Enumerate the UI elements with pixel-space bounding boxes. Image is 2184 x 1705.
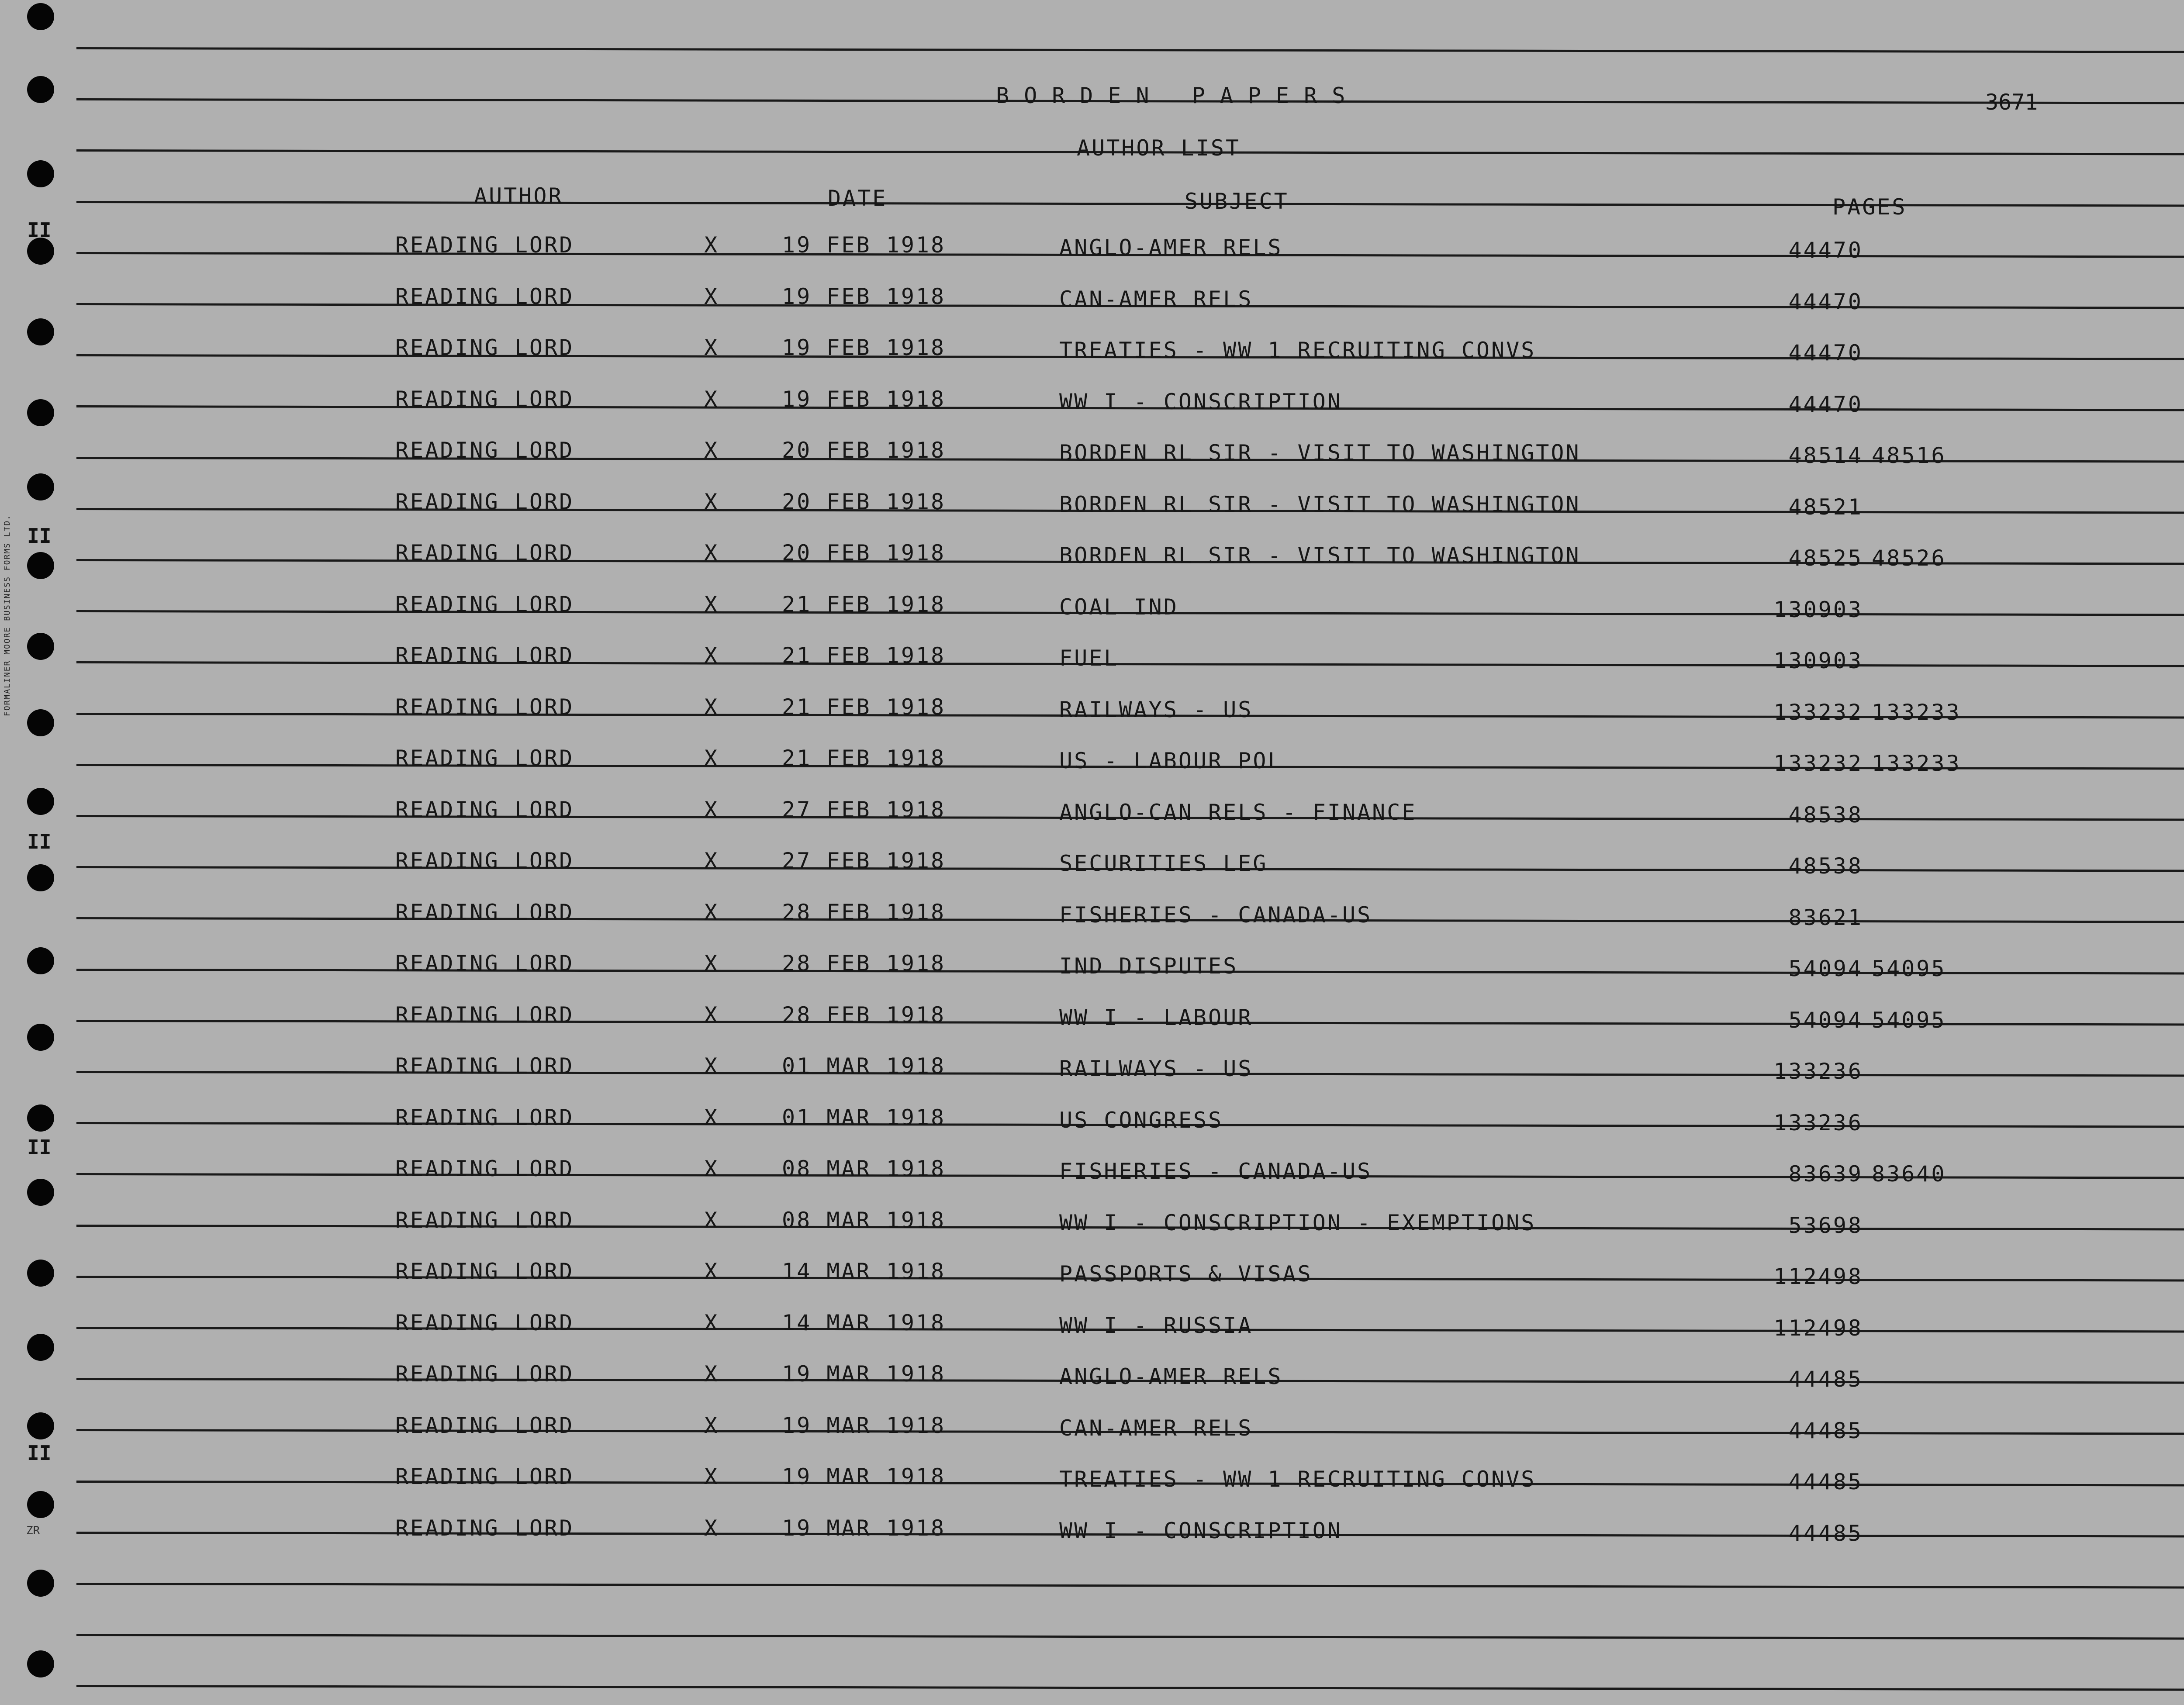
page-cell-2: 83640 xyxy=(1872,1161,1946,1187)
date-cell: 19 FEB 1918 xyxy=(782,335,946,360)
form-imprint: FORMALINER MOORE BUSINESS FORMS LTD. xyxy=(3,514,12,716)
x-marker-cell: X xyxy=(704,1310,719,1336)
page-cell-2: 54095 xyxy=(1872,956,1946,981)
author-cell: READING LORD xyxy=(395,386,574,412)
x-marker-cell: X xyxy=(704,899,719,925)
date-cell: 08 MAR 1918 xyxy=(782,1207,946,1233)
page-cell: 48538 xyxy=(1788,802,1863,828)
author-cell: READING LORD xyxy=(395,951,574,976)
table-row xyxy=(0,1515,2184,1550)
fold-mark: II xyxy=(27,1441,52,1465)
page-cell: 44470 xyxy=(1788,391,1863,417)
date-cell: 27 FEB 1918 xyxy=(782,848,946,873)
list-title: AUTHOR LIST xyxy=(1077,135,1241,161)
date-cell: 28 FEB 1918 xyxy=(782,899,946,925)
date-cell: 20 FEB 1918 xyxy=(782,540,946,566)
x-marker-cell: X xyxy=(704,489,719,514)
tractor-hole xyxy=(27,3,54,30)
x-marker-cell: X xyxy=(704,848,719,873)
fold-mark: II xyxy=(27,524,52,548)
table-row xyxy=(0,438,2184,473)
tractor-hole xyxy=(27,76,54,103)
date-cell: 19 FEB 1918 xyxy=(782,283,946,309)
x-marker-cell: X xyxy=(704,746,719,771)
subject-cell: ANGLO-AMER RELS xyxy=(1059,1364,1283,1389)
table-row xyxy=(0,797,2184,832)
author-cell: READING LORD xyxy=(395,848,574,873)
subject-cell: RAILWAYS - US xyxy=(1059,1056,1253,1081)
x-marker-cell: X xyxy=(704,1002,719,1028)
column-header-pages: PAGES xyxy=(1832,194,1907,220)
subject-cell: WW I - RUSSIA xyxy=(1059,1312,1253,1338)
page-cell-2: 54095 xyxy=(1872,1007,1946,1033)
fold-mark: II xyxy=(27,218,52,242)
author-cell: READING LORD xyxy=(395,489,574,514)
table-row xyxy=(0,335,2184,370)
x-marker-cell: X xyxy=(704,1053,719,1079)
tractor-hole xyxy=(27,160,54,187)
date-cell: 28 FEB 1918 xyxy=(782,1002,946,1028)
page-cell: 112498 xyxy=(1773,1315,1863,1341)
subject-cell: CAN-AMER RELS xyxy=(1059,1415,1253,1441)
author-cell: READING LORD xyxy=(395,1515,574,1541)
table-row xyxy=(0,284,2184,319)
author-cell: READING LORD xyxy=(395,746,574,771)
subject-cell: BORDEN RL SIR - VISIT TO WASHINGTON xyxy=(1059,491,1581,517)
table-row xyxy=(0,1105,2184,1140)
subject-cell: FUEL xyxy=(1059,645,1119,671)
x-marker-cell: X xyxy=(704,1156,719,1181)
page-cell: 44470 xyxy=(1788,238,1863,263)
table-row xyxy=(0,694,2184,729)
subject-cell: ANGLO-CAN RELS - FINANCE xyxy=(1059,799,1417,825)
fold-mark: II xyxy=(27,1136,52,1159)
subject-cell: WW I - CONSCRIPTION xyxy=(1059,389,1342,414)
author-cell: READING LORD xyxy=(395,335,574,360)
subject-cell: BORDEN RL SIR - VISIT TO WASHINGTON xyxy=(1059,543,1581,568)
date-cell: 14 MAR 1918 xyxy=(782,1259,946,1284)
subject-cell: WW I - CONSCRIPTION - EXEMPTIONS xyxy=(1059,1210,1536,1236)
page-cell-2: 48526 xyxy=(1872,545,1946,571)
x-marker-cell: X xyxy=(704,1361,719,1387)
column-header-author: AUTHOR xyxy=(474,183,563,209)
subject-cell: COAL IND xyxy=(1059,594,1178,620)
corner-code: ZR xyxy=(26,1524,40,1537)
subject-cell: BORDEN RL SIR - VISIT TO WASHINGTON xyxy=(1059,440,1581,466)
date-cell: 21 FEB 1918 xyxy=(782,643,946,668)
page-cell: 44485 xyxy=(1788,1367,1863,1392)
author-cell: READING LORD xyxy=(395,1002,574,1028)
date-cell: 28 FEB 1918 xyxy=(782,951,946,976)
author-cell: READING LORD xyxy=(395,232,574,258)
tractor-hole xyxy=(27,1650,54,1677)
page-cell: 130903 xyxy=(1773,597,1863,622)
page-cell: 54094 xyxy=(1788,1007,1863,1033)
author-cell: READING LORD xyxy=(395,1207,574,1233)
page-cell: 48525 xyxy=(1788,545,1863,571)
subject-cell: US - LABOUR POL xyxy=(1059,748,1283,773)
subject-cell: FISHERIES - CANADA-US xyxy=(1059,902,1372,928)
date-cell: 19 MAR 1918 xyxy=(782,1361,946,1387)
x-marker-cell: X xyxy=(704,1259,719,1284)
table-row xyxy=(0,1464,2184,1499)
x-marker-cell: X xyxy=(704,1515,719,1541)
author-cell: READING LORD xyxy=(395,899,574,925)
x-marker-cell: X xyxy=(704,232,719,258)
table-row xyxy=(0,746,2184,780)
page-cell: 133232 xyxy=(1773,751,1863,776)
x-marker-cell: X xyxy=(704,1104,719,1130)
subject-cell: TREATIES - WW 1 RECRUITING CONVS xyxy=(1059,1467,1536,1492)
author-cell: READING LORD xyxy=(395,540,574,566)
subject-cell: WW I - CONSCRIPTION xyxy=(1059,1518,1342,1543)
table-row xyxy=(0,951,2184,986)
subject-cell: RAILWAYS - US xyxy=(1059,697,1253,722)
document-title: BORDEN PAPERS xyxy=(996,83,1360,108)
date-cell: 21 FEB 1918 xyxy=(782,746,946,771)
x-marker-cell: X xyxy=(704,438,719,463)
table-row xyxy=(0,1002,2184,1037)
subject-cell: PASSPORTS & VISAS xyxy=(1059,1261,1313,1287)
page-cell: 44485 xyxy=(1788,1469,1863,1494)
page-cell: 48514 xyxy=(1788,443,1863,468)
author-cell: READING LORD xyxy=(395,1259,574,1284)
subject-cell: US CONGRESS xyxy=(1059,1107,1223,1133)
page-cell-2: 133233 xyxy=(1872,751,1961,776)
x-marker-cell: X xyxy=(704,694,719,720)
page-cell: 130903 xyxy=(1773,648,1863,673)
date-cell: 21 FEB 1918 xyxy=(782,694,946,720)
date-cell: 19 FEB 1918 xyxy=(782,232,946,258)
page-number: 3671 xyxy=(1985,90,2038,115)
subject-cell: ANGLO-AMER RELS xyxy=(1059,235,1283,260)
page-cell: 48521 xyxy=(1788,494,1863,520)
date-cell: 19 MAR 1918 xyxy=(782,1412,946,1438)
table-row xyxy=(0,1053,2184,1088)
page-cell: 83639 xyxy=(1788,1161,1863,1187)
column-header-date: DATE xyxy=(828,186,888,211)
table-row xyxy=(0,232,2184,267)
page-cell: 48538 xyxy=(1788,853,1863,879)
table-row xyxy=(0,1413,2184,1448)
table-row xyxy=(0,1259,2184,1294)
x-marker-cell: X xyxy=(704,386,719,412)
table-row xyxy=(0,1310,2184,1345)
page-cell-2: 133233 xyxy=(1872,699,1961,725)
page-cell: 133236 xyxy=(1773,1110,1863,1136)
x-marker-cell: X xyxy=(704,335,719,360)
author-cell: READING LORD xyxy=(395,591,574,617)
x-marker-cell: X xyxy=(704,1207,719,1233)
x-marker-cell: X xyxy=(704,1412,719,1438)
ruled-line xyxy=(76,1685,2184,1691)
author-cell: READING LORD xyxy=(395,694,574,720)
date-cell: 21 FEB 1918 xyxy=(782,591,946,617)
page-cell: 44485 xyxy=(1788,1520,1863,1546)
page-cell: 54094 xyxy=(1788,956,1863,981)
date-cell: 01 MAR 1918 xyxy=(782,1053,946,1079)
author-cell: READING LORD xyxy=(395,1361,574,1387)
author-cell: READING LORD xyxy=(395,283,574,309)
page-cell: 53698 xyxy=(1788,1212,1863,1238)
page-cell: 112498 xyxy=(1773,1264,1863,1289)
date-cell: 08 MAR 1918 xyxy=(782,1156,946,1181)
date-cell: 20 FEB 1918 xyxy=(782,489,946,514)
subject-cell: TREATIES - WW 1 RECRUITING CONVS xyxy=(1059,338,1536,363)
fold-mark: II xyxy=(27,830,52,853)
date-cell: 19 MAR 1918 xyxy=(782,1515,946,1541)
x-marker-cell: X xyxy=(704,591,719,617)
page-cell: 133232 xyxy=(1773,699,1863,725)
subject-cell: SECURITIES LEG xyxy=(1059,851,1268,876)
table-row xyxy=(0,540,2184,575)
date-cell: 19 FEB 1918 xyxy=(782,386,946,412)
ruled-line xyxy=(76,1634,2184,1640)
author-cell: READING LORD xyxy=(395,1412,574,1438)
date-cell: 14 MAR 1918 xyxy=(782,1310,946,1336)
ruled-line xyxy=(76,1583,2184,1589)
table-row xyxy=(0,1156,2184,1191)
table-row xyxy=(0,592,2184,627)
author-cell: READING LORD xyxy=(395,1156,574,1181)
table-row xyxy=(0,643,2184,678)
subject-cell: CAN-AMER RELS xyxy=(1059,286,1253,312)
x-marker-cell: X xyxy=(704,283,719,309)
author-cell: READING LORD xyxy=(395,1104,574,1130)
x-marker-cell: X xyxy=(704,951,719,976)
table-row xyxy=(0,387,2184,421)
x-marker-cell: X xyxy=(704,797,719,822)
page-cell: 44470 xyxy=(1788,340,1863,366)
author-cell: READING LORD xyxy=(395,1464,574,1489)
page-cell: 44470 xyxy=(1788,289,1863,314)
table-row xyxy=(0,900,2184,935)
x-marker-cell: X xyxy=(704,643,719,668)
author-cell: READING LORD xyxy=(395,797,574,822)
author-cell: READING LORD xyxy=(395,643,574,668)
date-cell: 01 MAR 1918 xyxy=(782,1104,946,1130)
page-cell: 83621 xyxy=(1788,904,1863,930)
column-header-subject: SUBJECT xyxy=(1185,189,1289,214)
subject-cell: WW I - LABOUR xyxy=(1059,1004,1253,1030)
page-cell: 133236 xyxy=(1773,1059,1863,1084)
page-cell: 44485 xyxy=(1788,1418,1863,1443)
x-marker-cell: X xyxy=(704,1464,719,1489)
author-cell: READING LORD xyxy=(395,438,574,463)
tractor-hole xyxy=(27,1570,54,1597)
table-row xyxy=(0,1361,2184,1396)
subject-cell: IND DISPUTES xyxy=(1059,953,1238,979)
author-cell: READING LORD xyxy=(395,1310,574,1336)
x-marker-cell: X xyxy=(704,540,719,566)
page-cell-2: 48516 xyxy=(1872,443,1946,468)
author-cell: READING LORD xyxy=(395,1053,574,1079)
table-row xyxy=(0,1208,2184,1243)
subject-cell: FISHERIES - CANADA-US xyxy=(1059,1159,1372,1184)
date-cell: 27 FEB 1918 xyxy=(782,797,946,822)
ruled-line xyxy=(76,47,2184,53)
table-row xyxy=(0,489,2184,524)
date-cell: 20 FEB 1918 xyxy=(782,438,946,463)
table-row xyxy=(0,848,2184,883)
date-cell: 19 MAR 1918 xyxy=(782,1464,946,1489)
